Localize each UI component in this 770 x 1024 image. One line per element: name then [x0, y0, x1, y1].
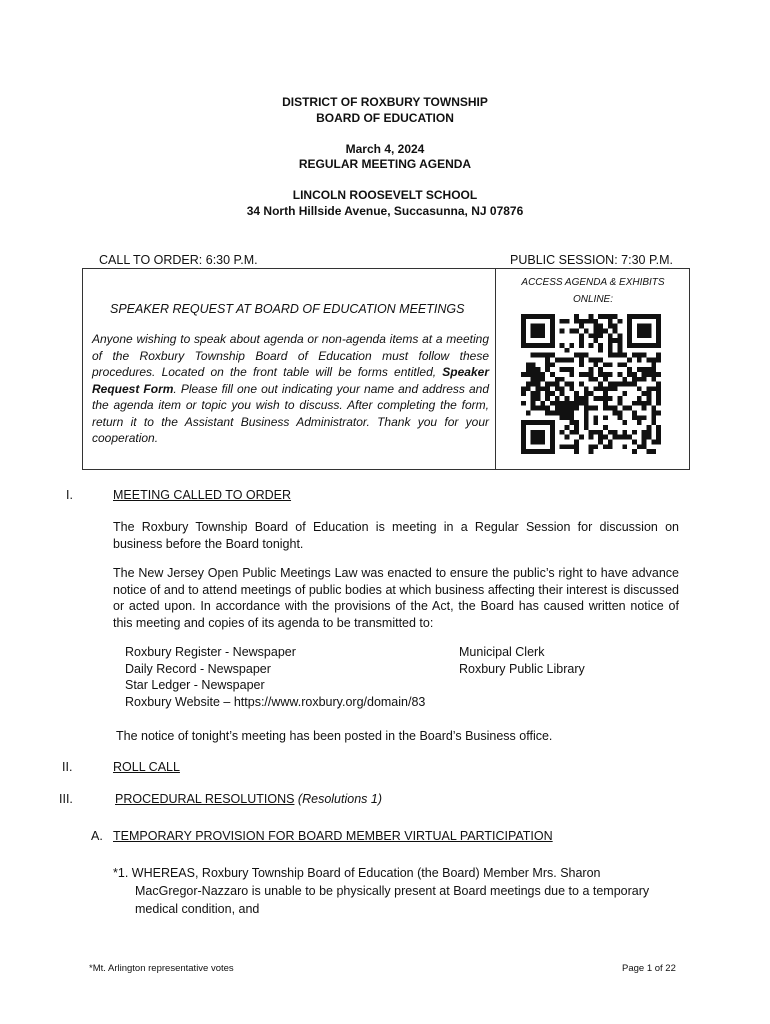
list-item: Star Ledger - Newspaper	[125, 678, 265, 692]
open-public-meetings-paragraph: The New Jersey Open Public Meetings Law was enacted to ensure the public’s right to have advance notice of and to attend meetings of public bodies at which business affecting their interest is discussed or acted upon. In accordance with the provisions of the Act, the Board has caused written notice of this meeting and copies of its agenda to be transmitted to:	[113, 566, 679, 630]
section-3-heading	[115, 792, 382, 806]
notice-posted-text: The notice of tonight’s meeting has been posted in the Board’s Business office.	[116, 729, 553, 743]
box-divider	[495, 268, 496, 470]
item-1-text: WHEREAS, Roxbury Township Board of Education (the Board) Member Mrs. Sharon	[131, 866, 601, 880]
meeting-date: March 4, 2024	[345, 142, 425, 156]
speaker-request-form-name: Speaker Request Form	[92, 365, 489, 396]
section-3-number: III.	[59, 792, 73, 806]
item-1-line-1	[113, 866, 601, 880]
item-1-line-2: MacGregor-Nazzaro is unable to be physically present at Board meetings due to a temporary	[135, 884, 650, 898]
access-line-1: ACCESS AGENDA & EXHIBITS	[521, 277, 665, 288]
section-1-intro: The Roxbury Township Board of Education is meeting in a Regular Session for discussion on business before the Board tonight.	[113, 520, 679, 551]
recipients-left-list	[125, 644, 425, 710]
section-2-title: ROLL CALL	[113, 760, 180, 774]
location-name: LINCOLN ROOSEVELT SCHOOL	[292, 188, 478, 202]
item-1-marker: *1.	[113, 866, 129, 880]
list-item: Roxbury Website – https://www.roxbury.org/domain/83	[125, 694, 426, 709]
location-address: 34 North Hillside Avenue, Succasunna, NJ 07876	[246, 204, 524, 218]
list-item: Municipal Clerk	[459, 645, 545, 659]
section-3-note: (Resolutions 1)	[297, 792, 382, 806]
list-item: Roxbury Public Library	[459, 661, 585, 676]
item-1-line-3: medical condition, and	[135, 902, 260, 916]
board-name: BOARD OF EDUCATION	[316, 111, 454, 125]
qr-code-icon[interactable]	[521, 314, 661, 454]
list-item: Daily Record - Newspaper	[125, 661, 271, 676]
subsection-a-letter: A.	[91, 829, 103, 843]
speaker-body-text-end: . Please fill one out indicating your name and address and the agenda item or topic you wish to discuss. After completing the form, return it to the Assistant Business Administrator. Thank you for your cooperation.	[92, 381, 489, 445]
public-session-time: PUBLIC SESSION: 7:30 P.M.	[510, 253, 674, 267]
footer-note: *Mt. Arlington representative votes	[89, 963, 234, 974]
list-item: Roxbury Register - Newspaper	[125, 645, 296, 659]
access-line-2: ONLINE:	[572, 294, 613, 305]
recipients-right-list	[459, 644, 585, 677]
subsection-a-title: TEMPORARY PROVISION FOR BOARD MEMBER VIRTUAL PARTICIPATION	[113, 829, 553, 843]
section-1-number: I.	[66, 488, 73, 502]
district-name: DISTRICT OF ROXBURY TOWNSHIP	[282, 95, 488, 109]
speaker-request-title: SPEAKER REQUEST AT BOARD OF EDUCATION MEETINGS	[110, 302, 465, 316]
page-number: Page 1 of 22	[622, 963, 676, 974]
section-1-title: MEETING CALLED TO ORDER	[113, 488, 292, 502]
section-2-number: II.	[62, 760, 73, 774]
speaker-request-body	[92, 331, 489, 447]
speaker-body-text: Anyone wishing to speak about agenda or non-agenda items at a meeting of the Roxbury Township Board of Education must follow these procedures. Located on the front table will be forms entitled,	[92, 332, 489, 379]
section-3-title: PROCEDURAL RESOLUTIONS	[115, 792, 295, 806]
call-to-order-time: CALL TO ORDER: 6:30 P.M.	[99, 253, 258, 267]
meeting-type: REGULAR MEETING AGENDA	[298, 157, 472, 171]
access-agenda-label	[497, 274, 689, 308]
